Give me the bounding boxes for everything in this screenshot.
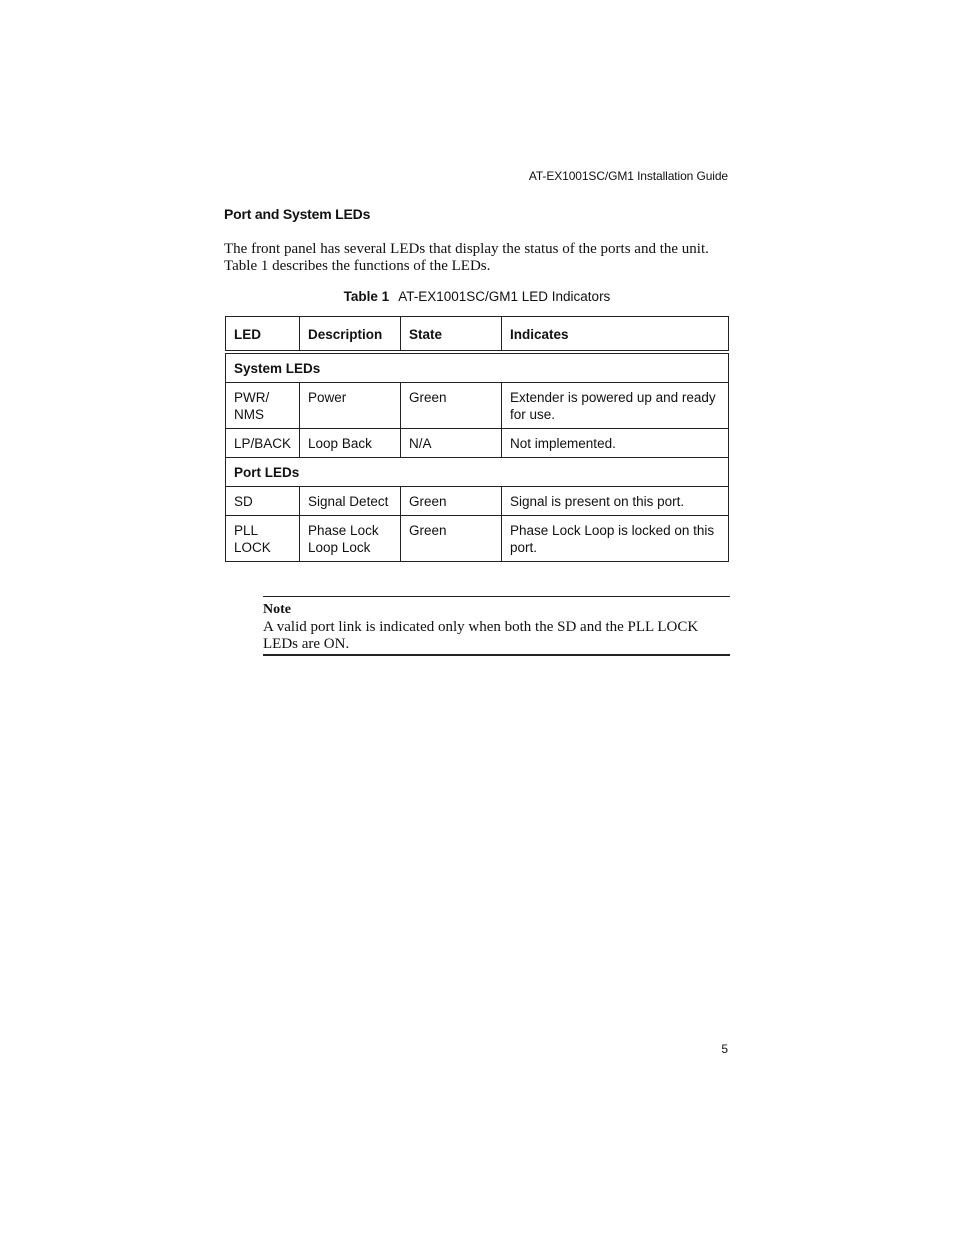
column-header-indicates: Indicates: [502, 317, 729, 353]
table-cell: N/A: [401, 429, 502, 458]
note-box: [263, 596, 730, 656]
table-cell: SD: [226, 487, 300, 516]
group-title: System LEDs: [226, 352, 729, 383]
table-caption-title: AT-EX1001SC/GM1 LED Indicators: [398, 289, 611, 304]
group-row-system-leds: [226, 352, 729, 383]
table-cell: Phase Lock Loop is locked on this port.: [502, 516, 729, 562]
table-cell: Loop Back: [300, 429, 401, 458]
running-header: AT-EX1001SC/GM1 Installation Guide: [528, 169, 728, 183]
table-cell: LP/BACK: [226, 429, 300, 458]
column-header-description: Description: [300, 317, 401, 353]
column-header-state: State: [401, 317, 502, 353]
table-cell: Not implemented.: [502, 429, 729, 458]
table-row: [226, 516, 729, 562]
table-cell: Signal Detect: [300, 487, 401, 516]
note-text: A valid port link is indicated only when both the SD and the PLL LOCK LEDs are ON.: [263, 619, 699, 652]
table-caption-label: Table 1: [343, 289, 390, 304]
section-heading: Port and System LEDs: [224, 206, 371, 222]
table-caption: [0, 289, 954, 304]
table-cell: Green: [401, 487, 502, 516]
group-title: Port LEDs: [226, 458, 729, 487]
table-cell: Green: [401, 383, 502, 429]
table-cell: PWR/ NMS: [226, 383, 300, 429]
page-number: 5: [721, 1042, 728, 1056]
table-row: [226, 383, 729, 429]
table-header-row: [226, 317, 729, 353]
note-title: Note: [263, 602, 291, 617]
table-row: [226, 487, 729, 516]
body-paragraph: The front panel has several LEDs that display the status of the ports and the unit. Table 1 describes the functions of the LEDs.: [224, 241, 709, 274]
table-cell: PLL LOCK: [226, 516, 300, 562]
led-table: [225, 316, 729, 562]
table-cell: Green: [401, 516, 502, 562]
group-row-port-leds: [226, 458, 729, 487]
table-row: [226, 429, 729, 458]
table-cell: Extender is powered up and ready for use.: [502, 383, 729, 429]
table-cell: Signal is present on this port.: [502, 487, 729, 516]
table-cell: Power: [300, 383, 401, 429]
table-cell: Phase Lock Loop Lock: [300, 516, 401, 562]
column-header-led: LED: [226, 317, 300, 353]
